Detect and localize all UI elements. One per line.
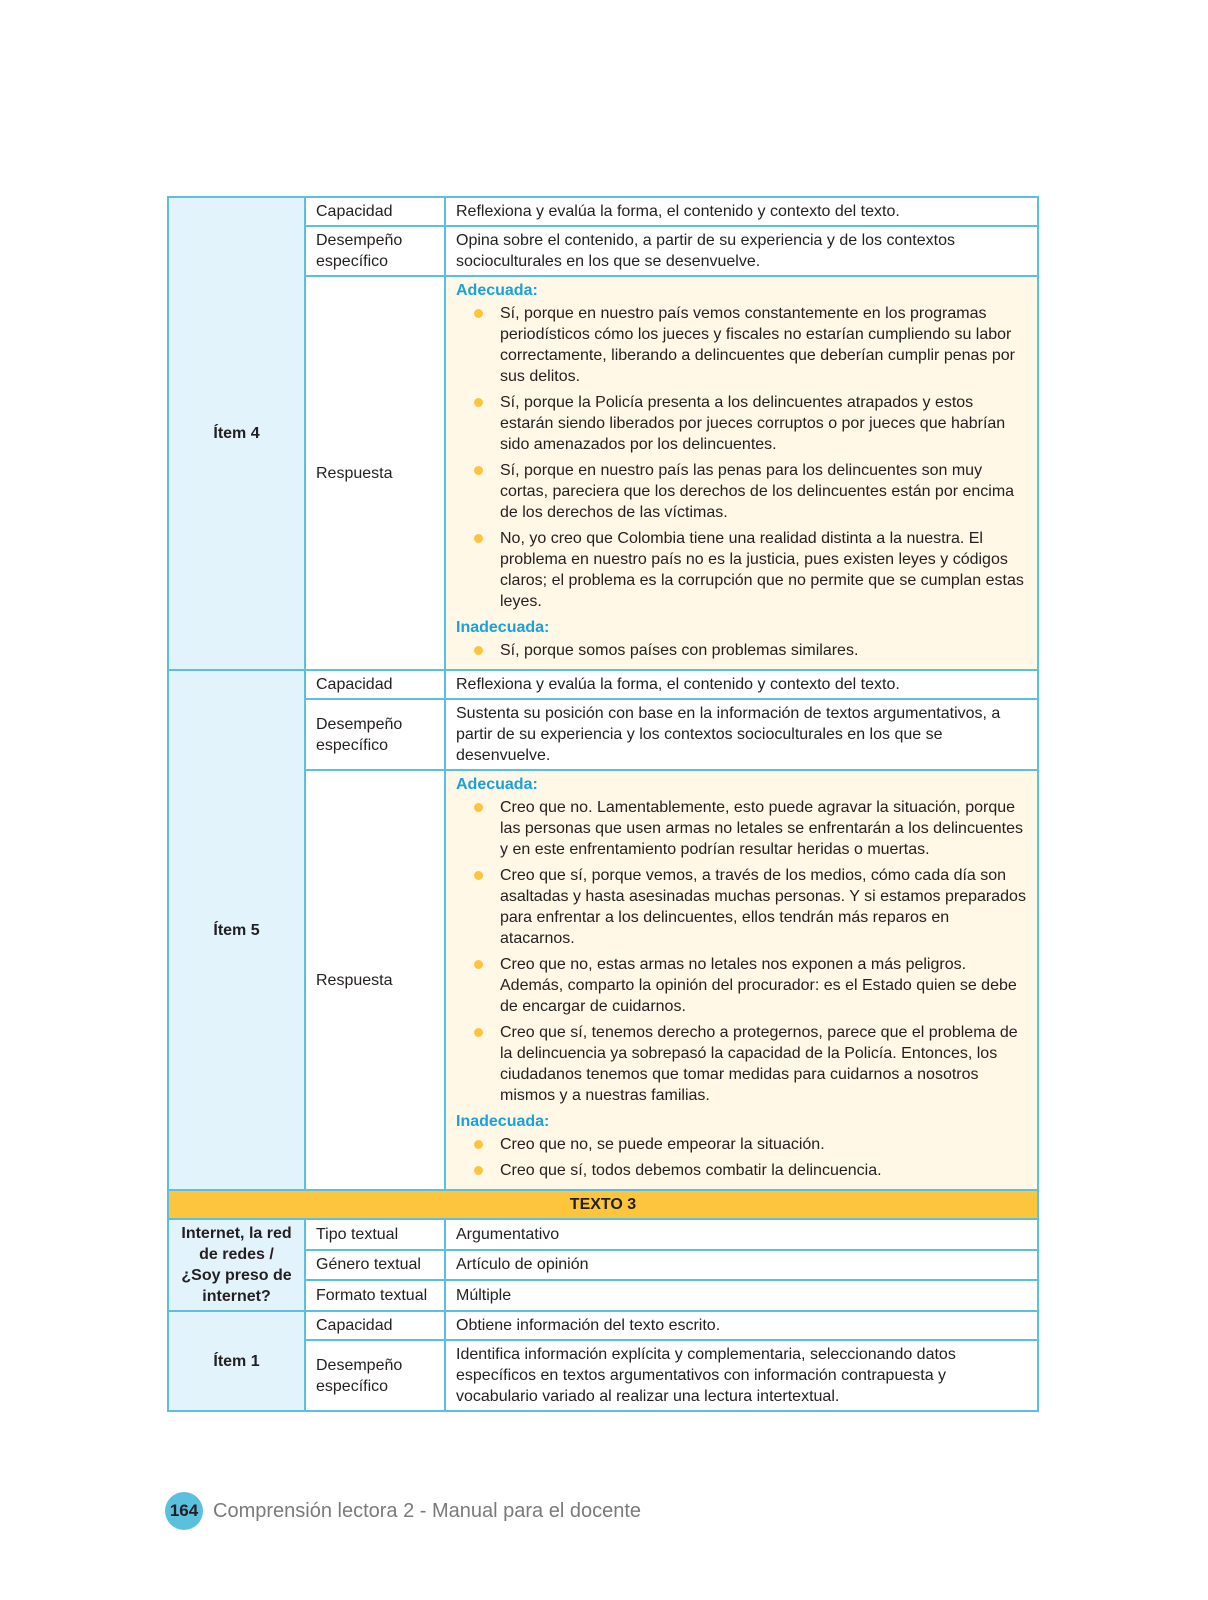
list-item: Creo que sí, porque vemos, a través de los medios, cómo cada día son asaltadas y hasta asesinadas muchas personas. Y si estamos preparados para enfrentar a los delincuentes, ellos tendrán más reparos en atacarnos. <box>500 867 1026 947</box>
item-4-respuesta <box>445 276 1038 670</box>
texto-3-formato: Múltiple <box>445 1280 1038 1311</box>
table-row <box>168 1219 1038 1250</box>
list-item: Creo que no, estas armas no letales nos exponen a más peligros. Además, comparto la opinión del procurador: es el Estado quien se debe de encargar de cuidarnos. <box>500 954 1027 1017</box>
item-1-label: Ítem 1 <box>168 1311 305 1411</box>
item-5-respuesta <box>445 770 1038 1190</box>
list-item: No, yo creo que Colombia tiene una realidad distinta a la nuestra. El problema en nuestro país no es la justicia, pues existen leyes y códigos claros; el problema es la corrupción que no permite que se cumplan estas leyes. <box>500 528 1027 612</box>
adecuada-heading: Adecuada: <box>456 282 538 299</box>
inadecuada-heading: Inadecuada: <box>456 1113 550 1130</box>
list-item: Sí, porque en nuestro país vemos constantemente en los programas periodísticos cómo los jueces y fiscales no estarían cumpliendo su labor correctamente, liberando a delincuentes que deberían cumplir penas por sus delitos. <box>500 303 1027 387</box>
item-5-desempeno: Sustenta su posición con base en la información de textos argumentativos, a partir de su experiencia y los contextos socioculturales en los que se desenvuelve. <box>445 699 1038 770</box>
item-1-desempeno: Identifica información explícita y complementaria, seleccionando datos específicos en textos argumentativos con información contrapuesta y vocabulario variado al realizar una lectura intertextual. <box>445 1340 1038 1411</box>
inadecuada-list <box>456 640 1027 661</box>
row-label-capacidad: Capacidad <box>305 670 445 699</box>
adecuada-list <box>456 303 1027 612</box>
row-label-capacidad: Capacidad <box>305 1311 445 1340</box>
item-4-label: Ítem 4 <box>168 197 305 670</box>
table-row <box>168 197 1038 226</box>
item-4-desempeno: Opina sobre el contenido, a partir de su experiencia y de los contextos socioculturales en los que se desenvuelve. <box>445 226 1038 276</box>
texto-3-title: Internet, la red de redes / ¿Soy preso de internet? <box>168 1219 305 1311</box>
item-5-label: Ítem 5 <box>168 670 305 1190</box>
row-label-desempeno: Desempeño específico <box>305 699 445 770</box>
row-label-genero: Género textual <box>305 1250 445 1281</box>
row-label-desempeno: Desempeño específico <box>305 226 445 276</box>
page-footer <box>165 1492 641 1530</box>
list-item: Creo que no. Lamentablemente, esto puede agravar la situación, porque las personas que usen armas no letales se enfrentarán a los delincuentes y en este enfrentamiento podrían resultar heridas o muertas. <box>500 797 1027 860</box>
page-number-badge: 164 <box>165 1492 203 1530</box>
row-label-desempeno: Desempeño específico <box>305 1340 445 1411</box>
footer-title: Comprensión lectora 2 - Manual para el docente <box>213 1499 642 1522</box>
list-item: Creo que sí, todos debemos combatir la delincuencia. <box>500 1160 1027 1181</box>
rubric-table <box>167 196 1039 1412</box>
table-row <box>168 1311 1038 1340</box>
texto-3-tipo: Argumentativo <box>445 1219 1038 1250</box>
inadecuada-heading: Inadecuada: <box>456 619 550 636</box>
item-5-capacidad: Reflexiona y evalúa la forma, el contenido y contexto del texto. <box>445 670 1038 699</box>
adecuada-heading: Adecuada: <box>456 776 538 793</box>
row-label-capacidad: Capacidad <box>305 197 445 226</box>
row-label-respuesta: Respuesta <box>305 276 445 670</box>
item-1-capacidad: Obtiene información del texto escrito. <box>445 1311 1038 1340</box>
adecuada-list <box>456 797 1027 1106</box>
list-item: Creo que no, se puede empeorar la situación. <box>500 1134 1027 1155</box>
row-label-respuesta: Respuesta <box>305 770 445 1190</box>
table-row <box>168 1190 1038 1219</box>
texto-3-genero: Artículo de opinión <box>445 1250 1038 1281</box>
list-item: Creo que sí, tenemos derecho a protegernos, parece que el problema de la delincuencia ya sobrepasó la capacidad de la Policía. Entonces, los ciudadanos tenemos que tomar medidas para cuidarnos a nosotros mismos y a nuestras familias. <box>500 1022 1027 1106</box>
list-item: Sí, porque en nuestro país las penas para los delincuentes son muy cortas, pareciera que los derechos de los delincuentes están por encima de los derechos de las víctimas. <box>500 460 1027 523</box>
texto-3-banner: TEXTO 3 <box>168 1190 1038 1219</box>
inadecuada-list <box>456 1134 1027 1181</box>
item-4-capacidad: Reflexiona y evalúa la forma, el contenido y contexto del texto. <box>445 197 1038 226</box>
row-label-tipo: Tipo textual <box>305 1219 445 1250</box>
row-label-formato: Formato textual <box>305 1280 445 1311</box>
list-item: Sí, porque la Policía presenta a los delincuentes atrapados y estos estarán siendo liberados por jueces corruptos o por jueces que habrían sido amenazados por los delincuentes. <box>500 392 1027 455</box>
table-row <box>168 670 1038 699</box>
list-item: Sí, porque somos países con problemas similares. <box>500 640 1027 661</box>
